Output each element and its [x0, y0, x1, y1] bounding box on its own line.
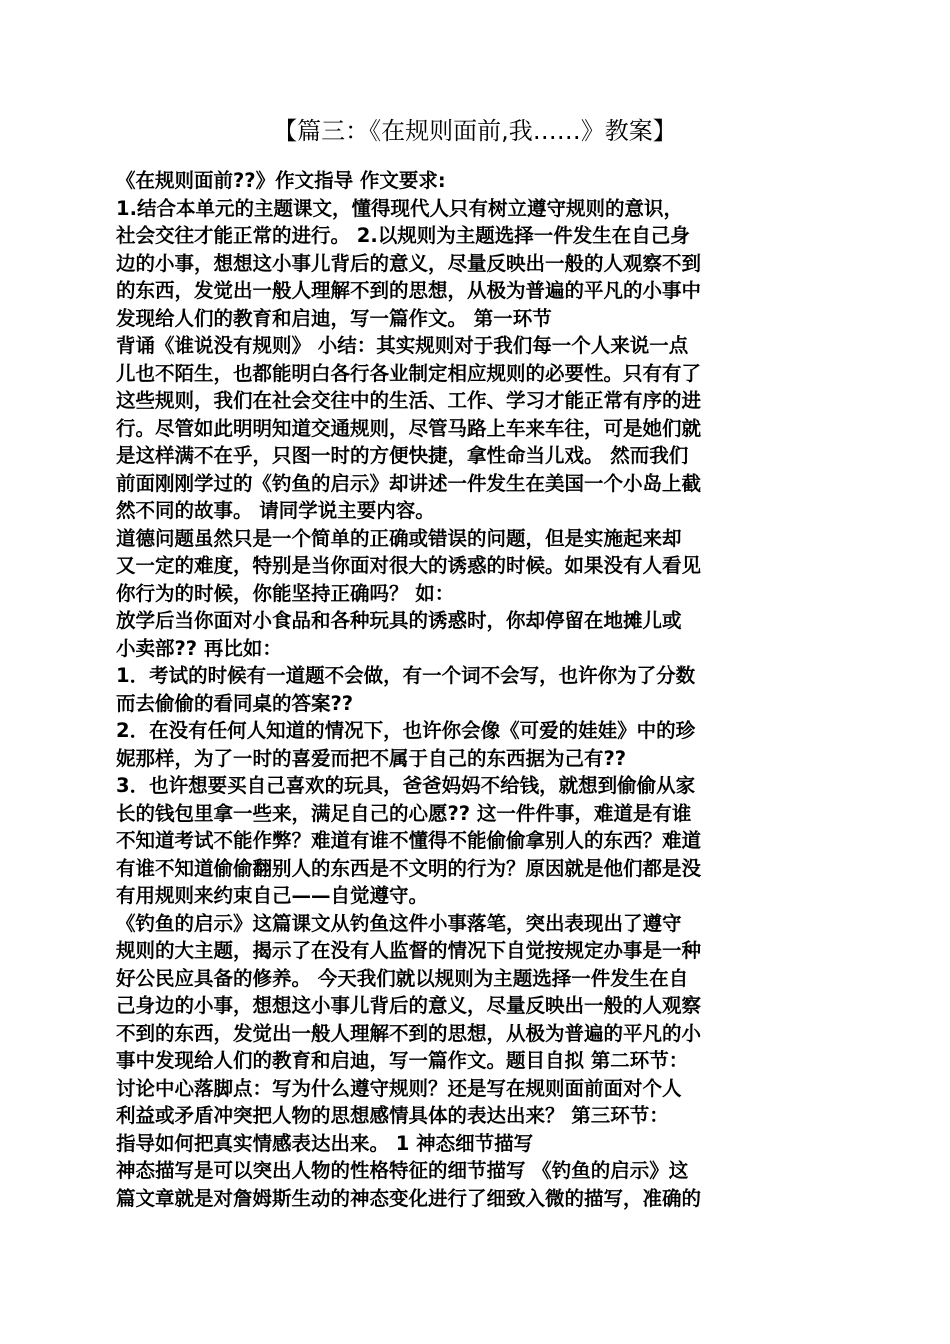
text-line: 2．在没有任何人知道的情况下，也许你会像《可爱的娃娃》中的珍 [116, 719, 696, 742]
text-line: 小卖部?? 再比如： [116, 636, 282, 660]
text-line: 1.结合本单元的主题课文，懂得现代人只有树立遵守规则的意识， [116, 196, 683, 220]
text-line: 儿也不陌生，也都能明白各行各业制定相应规则的必要性。只有有了 [116, 361, 702, 385]
text-line: 你行为的时候，你能坚持正确吗？ 如： [116, 581, 455, 605]
text-line: 边的小事，想想这小事儿背后的意义，尽量反映出一般的人观察不到 [116, 251, 702, 275]
text-line: 《钓鱼的启示》这篇课文从钓鱼这件小事落笔，突出表现出了遵守 [116, 911, 682, 935]
document-title: 【篇三：《在规则面前,我……》教案】 [273, 117, 677, 145]
text-line: 好公民应具备的修养。 今天我们就以规则为主题选择一件发生在自 [116, 966, 689, 990]
text-line: 有谁不知道偷偷翻别人的东西是不文明的行为？原因就是他们都是没 [116, 856, 702, 880]
text-line: 《在规则面前??》作文指导 作文要求: [116, 169, 446, 192]
text-line: 的东西，发觉出一般人理解不到的思想，从极为普遍的平凡的小事中 [116, 279, 702, 302]
text-line: 而去偷偷的看同桌的答案?? [116, 691, 354, 715]
document-body [116, 167, 838, 1212]
text-line: 事中发现给人们的教育和启迪，写一篇作文。题目自拟 第二环节： [116, 1049, 689, 1072]
text-line: 道德问题虽然只是一个简单的正确或错误的问题，但是实施起来却 [116, 526, 682, 550]
text-line: 己身边的小事，想想这小事儿背后的意义，尽量反映出一般的人观察 [116, 994, 702, 1017]
text-line: 不知道考试不能作弊？难道有谁不懂得不能偷偷拿别人的东西？难道 [116, 829, 702, 852]
text-line: 利益或矛盾冲突把人物的思想感情具体的表达出来？ 第三环节： [116, 1104, 669, 1127]
text-line: 又一定的难度，特别是当你面对很大的诱惑的时候。如果没有人看见 [116, 554, 702, 577]
text-line: 有用规则来约束自己——自觉遵守。 [116, 884, 429, 907]
text-line: 社会交往才能正常的进行。 2.以规则为主题选择一件发生在自己身 [116, 224, 690, 247]
text-line: 长的钱包里拿一些来，满足自己的心愿?? 这一件件事，难道是有谁 [116, 801, 692, 825]
text-line: 放学后当你面对小食品和各种玩具的诱惑时，你却停留在地摊儿或 [116, 609, 682, 632]
text-line: 神态描写是可以突出人物的性格特征的细节描写 《钓鱼的启示》这 [116, 1159, 689, 1182]
text-line: 前面刚刚学过的《钓鱼的启示》却讲述一件发生在美国一个小岛上截 [116, 471, 702, 495]
text-line: 行。尽管如此明明知道交通规则，尽管马路上车来车往，可是她们就 [116, 416, 702, 440]
text-line: 然不同的故事。 请同学说主要内容。 [116, 499, 435, 522]
text-line: 背诵《谁说没有规则》 小结：其实规则对于我们每一个人来说一点 [116, 334, 689, 357]
text-line: 这些规则，我们在社会交往中的生活、工作、学习才能正常有序的进 [116, 389, 702, 412]
text-line: 篇文章就是对詹姆斯生动的神态变化进行了细致入微的描写，准确的 [116, 1186, 702, 1210]
text-line: 规则的大主题，揭示了在没有人监督的情况下自觉按规定办事是一种 [116, 939, 702, 962]
text-line: 指导如何把真实情感表达出来。 1 神态细节描写 [116, 1131, 534, 1155]
text-line: 是这样满不在乎，只图一时的方便快捷，拿性命当儿戏。 然而我们 [116, 444, 689, 467]
text-line: 妮那样，为了一时的喜爱而把不属于自己的东西据为己有?? [116, 746, 627, 770]
text-line: 不到的东西，发觉出一般人理解不到的思想，从极为普遍的平凡的小 [116, 1021, 702, 1045]
text-line: 3．也许想要买自己喜欢的玩具，爸爸妈妈不给钱，就想到偷偷从家 [116, 774, 696, 797]
text-line: 讨论中心落脚点：写为什么遵守规则？还是写在规则面前面对个人 [116, 1076, 682, 1100]
text-line: 发现给人们的教育和启迪，写一篇作文。 第一环节 [116, 306, 552, 330]
text-line: 1．考试的时候有一道题不会做，有一个词不会写，也许你为了分数 [116, 664, 696, 687]
